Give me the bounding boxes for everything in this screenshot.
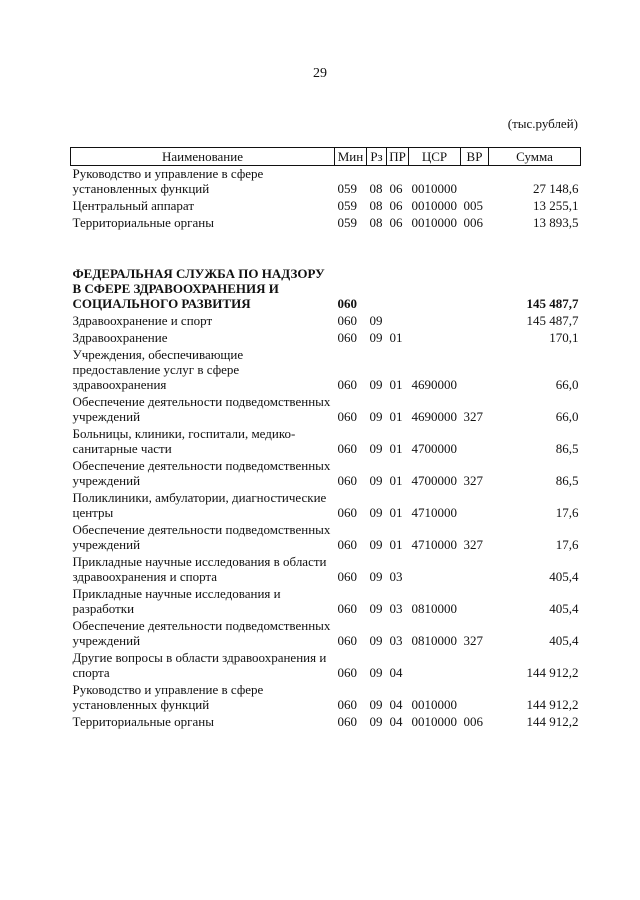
- cell-min: 060: [337, 409, 357, 424]
- table-row: [71, 682, 581, 714]
- header-csr: ЦСР: [409, 148, 461, 166]
- table-row: [71, 618, 581, 650]
- cell-min: 060: [337, 330, 357, 345]
- table-row: [71, 586, 581, 618]
- cell-rz: 09: [369, 409, 383, 424]
- cell-pr: 01: [389, 505, 403, 520]
- cell-vr: 327: [463, 537, 483, 552]
- cell-sum: 170,1: [549, 330, 579, 345]
- cell-min: 059: [337, 215, 357, 230]
- cell-min: 060: [337, 505, 357, 520]
- cell-pr: 04: [389, 697, 403, 712]
- table-row: [71, 313, 581, 330]
- table-row: [71, 554, 581, 586]
- cell-pr: 04: [389, 665, 403, 680]
- cell-min: 059: [337, 198, 357, 213]
- table-header: [71, 148, 581, 166]
- cell-csr: 0810000: [411, 601, 457, 616]
- cell-rz: 08: [369, 198, 383, 213]
- cell-vr: 005: [463, 198, 483, 213]
- cell-name: Руководство и управление в сфере установленных функций: [72, 682, 264, 712]
- cell-name: Учреждения, обеспечивающие предоставление услуг в сфере здравоохранения: [72, 347, 244, 392]
- table-row: [71, 330, 581, 347]
- cell-sum: 144 912,2: [526, 665, 579, 680]
- cell-sum: 13 893,5: [533, 215, 579, 230]
- cell-csr: 4690000: [411, 377, 457, 392]
- cell-rz: 09: [369, 569, 383, 584]
- budget-table: [70, 147, 581, 731]
- cell-min: 060: [337, 377, 357, 392]
- cell-min: 060: [337, 473, 357, 488]
- cell-min: 059: [337, 181, 357, 196]
- cell-sum: 145 487,7: [526, 313, 579, 328]
- cell-vr: 006: [463, 714, 483, 729]
- cell-rz: 09: [369, 505, 383, 520]
- cell-vr: [461, 650, 489, 682]
- table-row: [71, 650, 581, 682]
- cell-sum: 66,0: [555, 409, 579, 424]
- cell-csr: 4700000: [411, 473, 457, 488]
- cell-csr: [409, 330, 461, 347]
- cell-sum: 405,4: [549, 633, 579, 648]
- cell-rz: 09: [369, 697, 383, 712]
- cell-csr: 4700000: [411, 441, 457, 456]
- cell-name: Территориальные органы: [72, 714, 214, 729]
- cell-rz: 09: [369, 473, 383, 488]
- cell-sum: 13 255,1: [533, 198, 579, 213]
- cell-pr: 03: [389, 569, 403, 584]
- cell-pr: 01: [389, 409, 403, 424]
- cell-min: 060: [337, 601, 357, 616]
- cell-vr: [461, 313, 489, 330]
- cell-pr: 01: [389, 330, 403, 345]
- cell-csr: [409, 650, 461, 682]
- header-sum: Сумма: [489, 148, 581, 166]
- cell-rz: 09: [369, 714, 383, 729]
- table-row: [71, 490, 581, 522]
- table-body: [71, 166, 581, 732]
- cell-sum: 405,4: [549, 601, 579, 616]
- cell-name: Обеспечение деятельности подведомственных учреждений: [72, 394, 331, 424]
- cell-vr: 327: [463, 473, 483, 488]
- cell-name: Здравоохранение и спорт: [72, 313, 213, 328]
- cell-name: Центральный аппарат: [72, 198, 195, 213]
- cell-name: Поликлиники, амбулатории, диагностические центры: [72, 490, 327, 520]
- table-row: [71, 714, 581, 731]
- header-name: Наименование: [71, 148, 335, 166]
- cell-name: Территориальные органы: [72, 215, 214, 230]
- cell-rz: 09: [369, 665, 383, 680]
- cell-sum: 17,6: [555, 505, 579, 520]
- cell-vr: [461, 232, 489, 313]
- cell-csr: [409, 554, 461, 586]
- cell-rz: 08: [369, 215, 383, 230]
- cell-sum: 144 912,2: [526, 714, 579, 729]
- cell-sum: 144 912,2: [526, 697, 579, 712]
- table-row: [71, 458, 581, 490]
- cell-name: Больницы, клиники, госпитали, медико-санитарные части: [72, 426, 296, 456]
- cell-rz: 09: [369, 313, 383, 328]
- section-heading-row: [71, 232, 581, 313]
- cell-min: 060: [337, 714, 357, 729]
- cell-pr: 06: [389, 198, 403, 213]
- header-vr: ВР: [461, 148, 489, 166]
- cell-rz: 09: [369, 441, 383, 456]
- cell-csr: 0010000: [411, 697, 457, 712]
- cell-sum: 405,4: [549, 569, 579, 584]
- cell-vr: [461, 426, 489, 458]
- page-number: 29: [313, 66, 327, 81]
- table-row: [71, 166, 581, 199]
- table-row: [71, 198, 581, 215]
- cell-pr: 01: [389, 441, 403, 456]
- cell-csr: 0010000: [411, 198, 457, 213]
- cell-min: 060: [337, 313, 357, 328]
- cell-name: Прикладные научные исследования и разработки: [72, 586, 281, 616]
- cell-min: 060: [337, 665, 357, 680]
- cell-name: Другие вопросы в области здравоохранения и спорта: [72, 650, 327, 680]
- table-row: [71, 394, 581, 426]
- cell-vr: [461, 330, 489, 347]
- cell-name: Обеспечение деятельности подведомственных учреждений: [72, 618, 331, 648]
- cell-pr: 03: [389, 633, 403, 648]
- cell-csr: 0010000: [411, 714, 457, 729]
- cell-sum: 86,5: [555, 441, 579, 456]
- cell-min: 060: [337, 296, 357, 311]
- cell-sum: 86,5: [555, 473, 579, 488]
- cell-vr: 006: [463, 215, 483, 230]
- cell-sum: 66,0: [555, 377, 579, 392]
- cell-name: Обеспечение деятельности подведомственных учреждений: [72, 458, 331, 488]
- cell-rz: 09: [369, 537, 383, 552]
- cell-min: 060: [337, 569, 357, 584]
- cell-pr: 03: [389, 601, 403, 616]
- cell-vr: [461, 682, 489, 714]
- cell-pr: 04: [389, 714, 403, 729]
- header-min: Мин: [335, 148, 367, 166]
- cell-csr: 0010000: [411, 215, 457, 230]
- cell-csr: 4710000: [411, 505, 457, 520]
- cell-min: 060: [337, 633, 357, 648]
- header-rz: Рз: [367, 148, 387, 166]
- cell-csr: [409, 232, 461, 313]
- cell-rz: 09: [369, 601, 383, 616]
- cell-rz: [367, 232, 387, 313]
- cell-vr: [461, 490, 489, 522]
- cell-name: Руководство и управление в сфере установленных функций: [72, 166, 264, 196]
- cell-vr: 327: [463, 409, 483, 424]
- cell-name: Прикладные научные исследования в области здравоохранения и спорта: [72, 554, 327, 584]
- cell-name: Здравоохранение: [72, 330, 168, 345]
- cell-vr: [461, 554, 489, 586]
- cell-rz: 09: [369, 330, 383, 345]
- cell-name: Обеспечение деятельности подведомственных учреждений: [72, 522, 331, 552]
- cell-pr: 01: [389, 473, 403, 488]
- cell-sum: 145 487,7: [526, 296, 579, 311]
- cell-min: 060: [337, 697, 357, 712]
- cell-csr: [409, 313, 461, 330]
- table-row: [71, 522, 581, 554]
- cell-sum: 17,6: [555, 537, 579, 552]
- cell-rz: 09: [369, 633, 383, 648]
- cell-rz: 09: [369, 377, 383, 392]
- table-row: [71, 215, 581, 232]
- table-row: [71, 347, 581, 394]
- header-pr: ПР: [387, 148, 409, 166]
- cell-vr: [461, 166, 489, 199]
- cell-vr: [461, 347, 489, 394]
- unit-note: (тыс.рублей): [507, 116, 578, 131]
- cell-pr: 01: [389, 537, 403, 552]
- cell-vr: 327: [463, 633, 483, 648]
- cell-name: ФЕДЕРАЛЬНАЯ СЛУЖБА ПО НАДЗОРУ В СФЕРЕ ЗДРАВООХРАНЕНИЯ И СОЦИАЛЬНОГО РАЗВИТИЯ: [72, 266, 325, 311]
- cell-sum: 27 148,6: [533, 181, 579, 196]
- cell-pr: 06: [389, 215, 403, 230]
- cell-csr: 4690000: [411, 409, 457, 424]
- cell-pr: [387, 313, 409, 330]
- table-row: [71, 426, 581, 458]
- cell-pr: [387, 232, 409, 313]
- cell-csr: 0010000: [411, 181, 457, 196]
- cell-pr: 01: [389, 377, 403, 392]
- cell-csr: 0810000: [411, 633, 457, 648]
- cell-csr: 4710000: [411, 537, 457, 552]
- cell-min: 060: [337, 441, 357, 456]
- cell-vr: [461, 586, 489, 618]
- cell-rz: 08: [369, 181, 383, 196]
- cell-min: 060: [337, 537, 357, 552]
- cell-pr: 06: [389, 181, 403, 196]
